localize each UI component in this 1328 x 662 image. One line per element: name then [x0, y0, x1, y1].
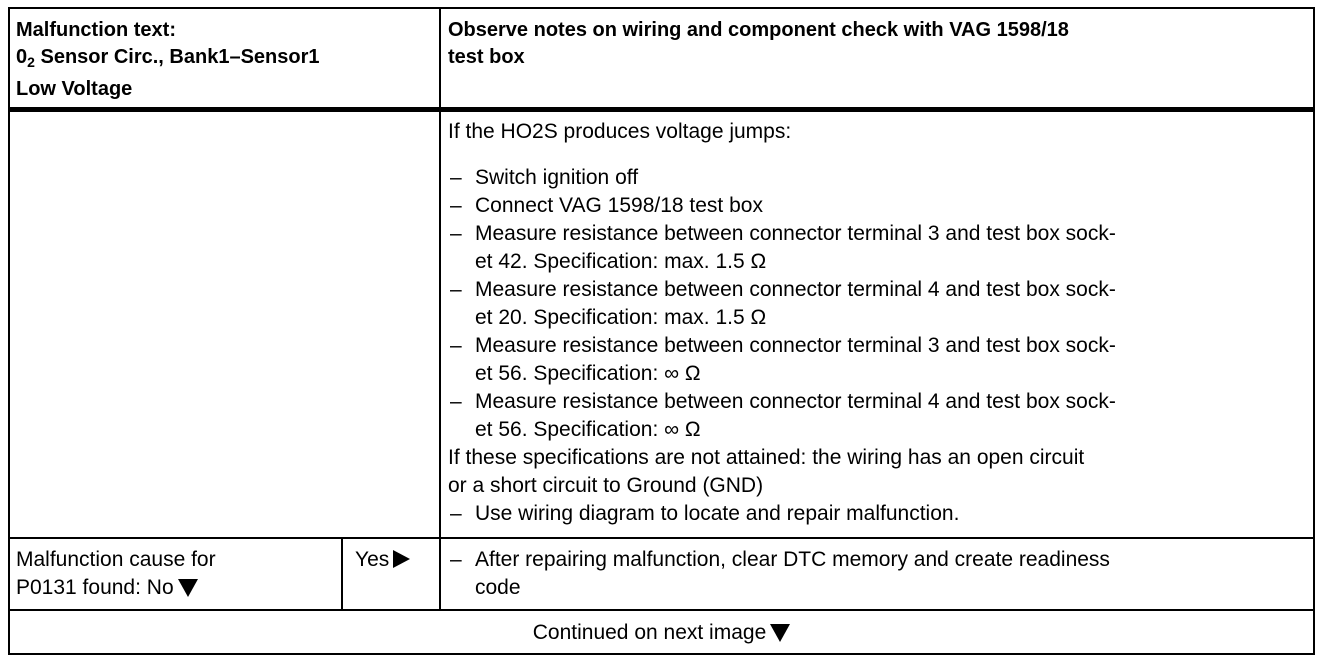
cause-row-divider — [8, 537, 1315, 539]
step-item: – Measure resistance between connector terminal 4 and test box sock- et 56. Specification: ∞ Ω — [448, 388, 1308, 444]
header-divider — [8, 107, 1315, 112]
footer-divider — [8, 609, 1315, 611]
column-divider-main — [439, 7, 441, 611]
step-item: – Switch ignition off — [448, 164, 1308, 192]
yes-branch-cell: Yes — [355, 546, 437, 574]
step-item: – Measure resistance between connector terminal 4 and test box sock- et 20. Specification: max. 1.5 Ω — [448, 276, 1308, 332]
step-item: – Connect VAG 1598/18 test box — [448, 192, 1308, 220]
procedure-body — [448, 118, 1308, 528]
procedure-intro: If the HO2S produces voltage jumps: — [448, 120, 792, 143]
step-item: – After repairing malfunction, clear DTC memory and create readiness code — [448, 546, 1308, 602]
malfunction-text-subtitle: Low Voltage — [16, 78, 133, 100]
step-item: – Measure resistance between connector terminal 3 and test box sock- et 42. Specification: max. 1.5 Ω — [448, 220, 1308, 276]
step-item: – Use wiring diagram to locate and repair malfunction. — [448, 500, 1308, 528]
malfunction-cause-cell: Malfunction cause for P0131 found: No — [16, 548, 216, 599]
arrow-right-icon — [393, 550, 410, 568]
arrow-down-icon — [178, 579, 198, 597]
specification-note: If these specifications are not attained: the wiring has an open circuit or a short circuit to Ground (GND) — [448, 446, 1085, 497]
step-item: – Measure resistance between connector terminal 3 and test box sock- et 56. Specification: ∞ Ω — [448, 332, 1308, 388]
malfunction-text-header — [16, 17, 436, 103]
procedure-title: Observe notes on wiring and component check with VAG 1598/18 test box — [448, 19, 1069, 68]
continued-footer: Continued on next image — [8, 619, 1315, 647]
column-divider-yes — [341, 537, 343, 611]
malfunction-text-label: Malfunction text: — [16, 19, 176, 41]
final-step-list — [448, 500, 1308, 528]
malfunction-text-title: $0_2$ Sensor Circ., Bank1–Sensor1 — [16, 46, 320, 70]
procedure-steps — [448, 164, 1308, 444]
arrow-down-icon — [770, 624, 790, 642]
repair-action-cell — [448, 546, 1308, 602]
